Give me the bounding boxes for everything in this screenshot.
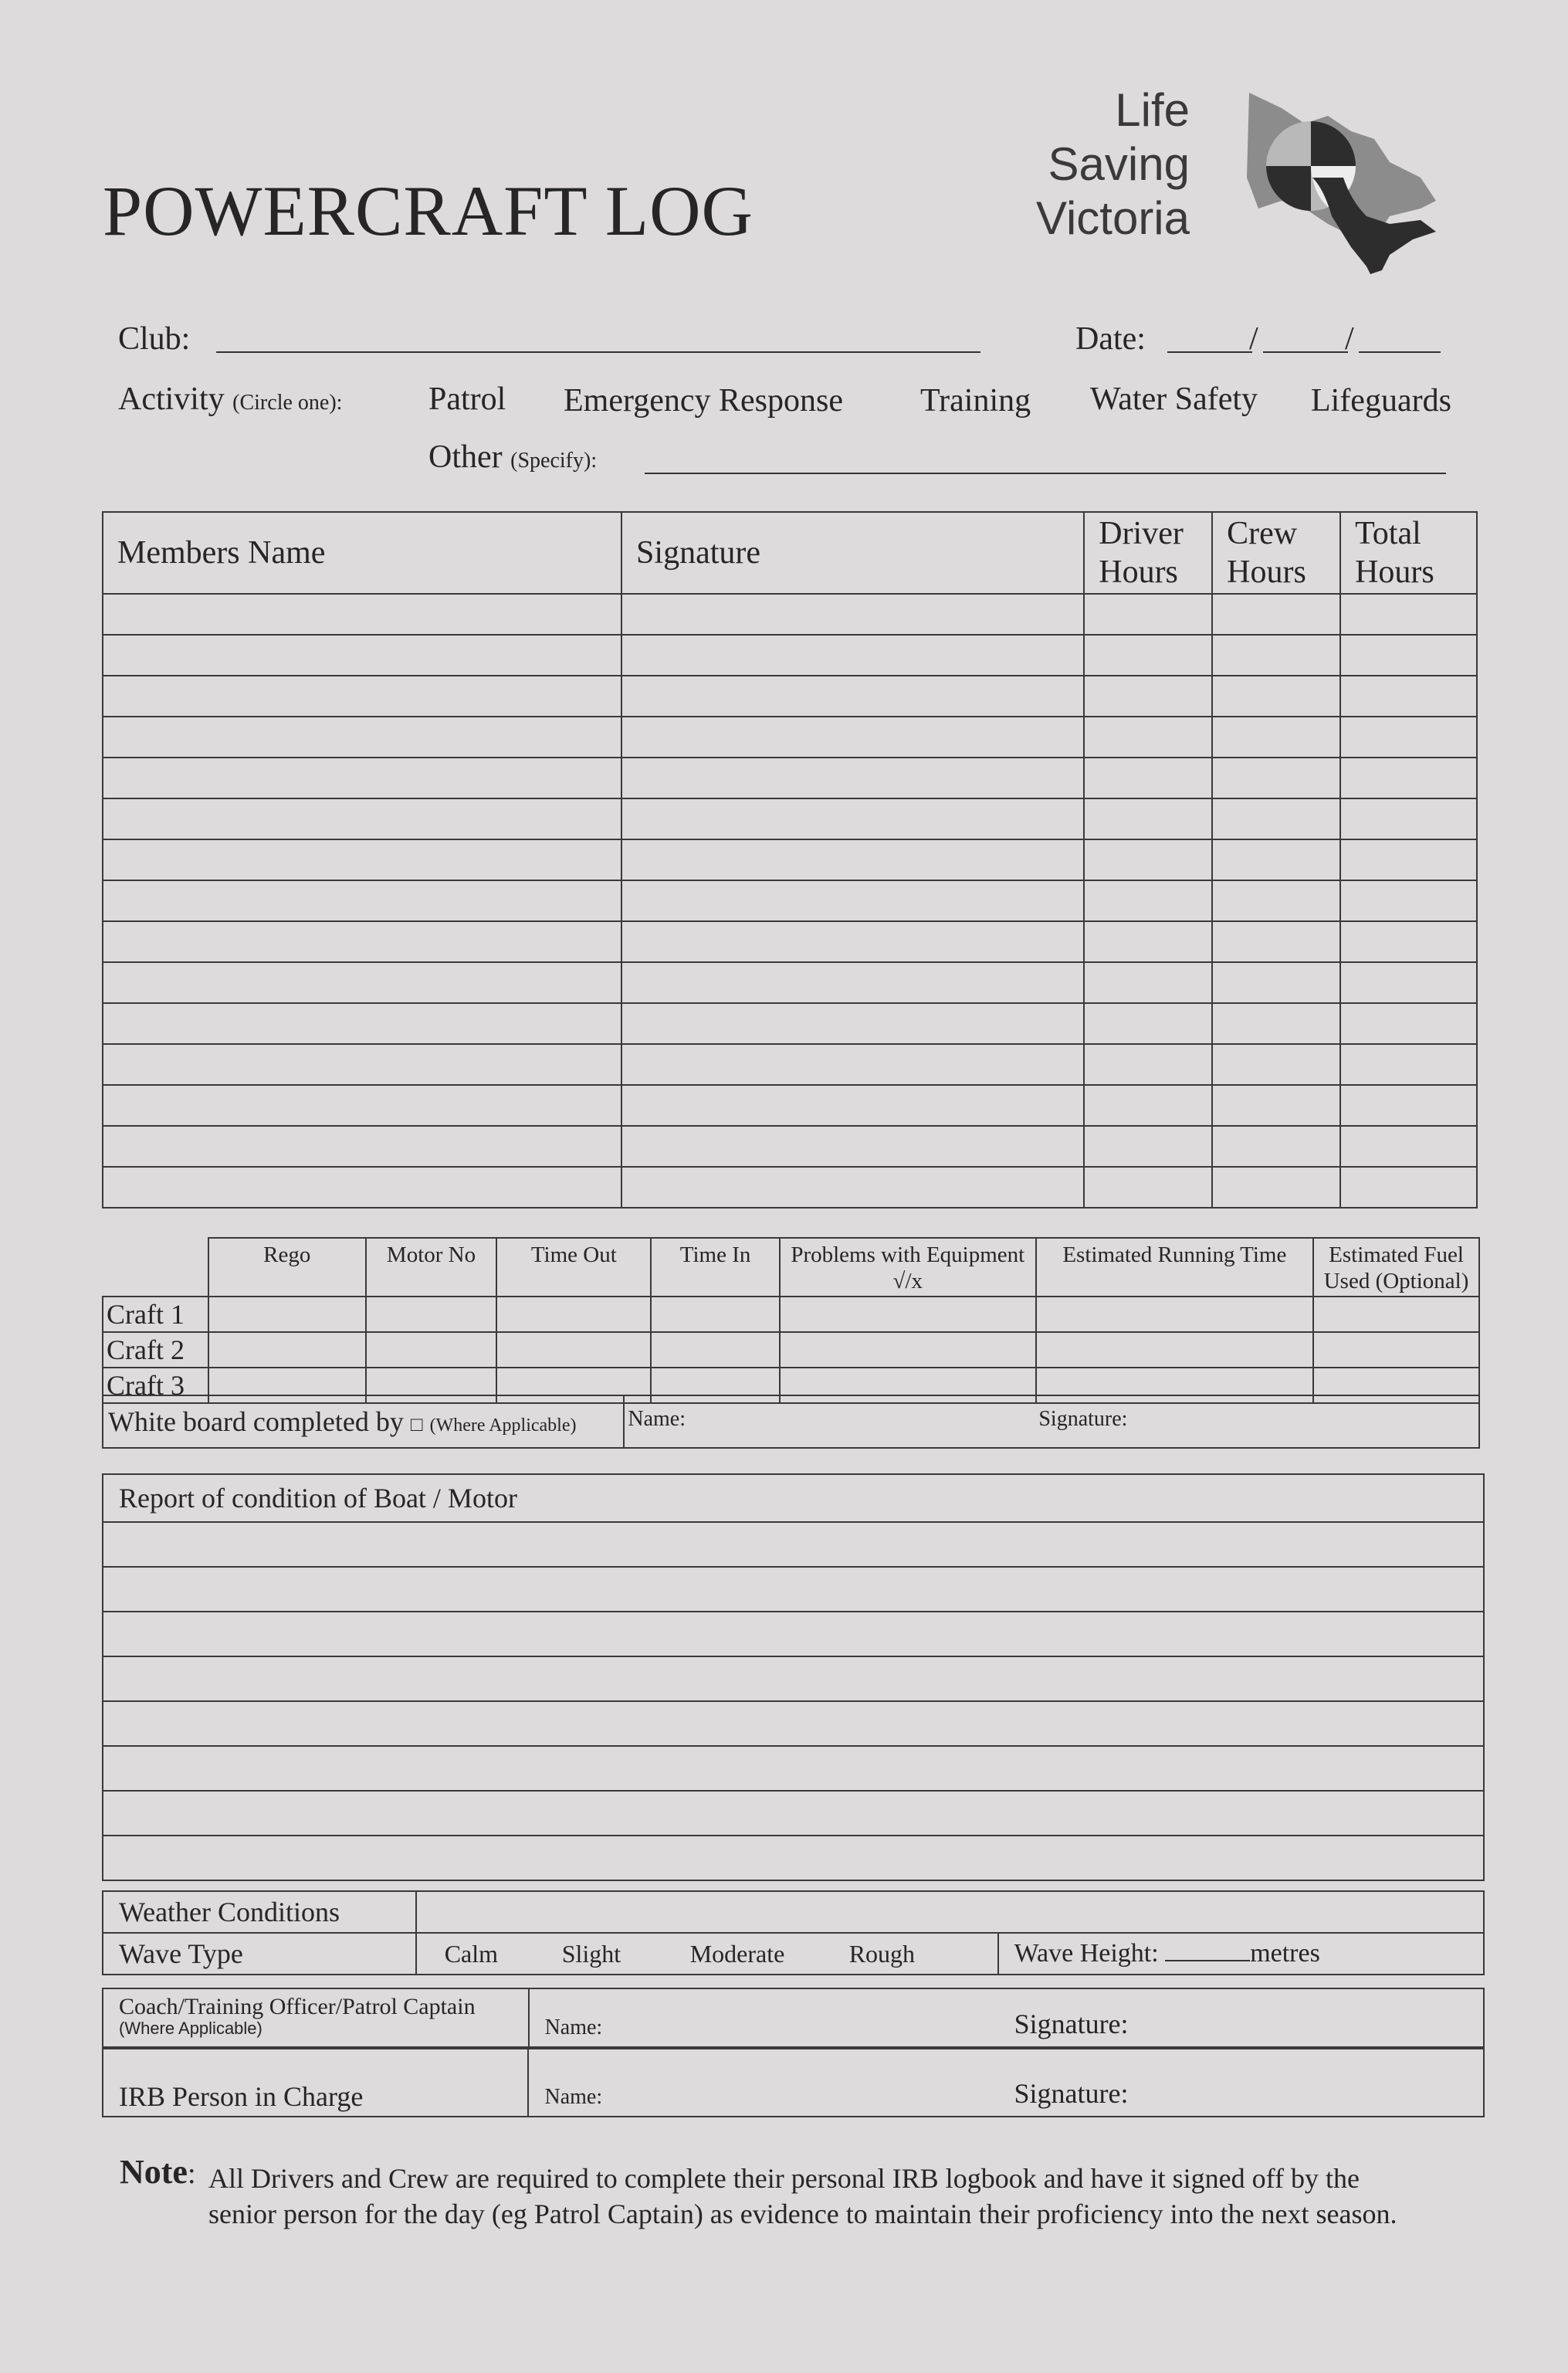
member-cell[interactable] xyxy=(1340,1085,1477,1126)
irb-label: IRB Person in Charge xyxy=(103,2049,528,2117)
member-row xyxy=(103,717,1477,758)
crew-hours-header-line: Hours xyxy=(1227,554,1306,590)
member-cell[interactable] xyxy=(1212,921,1340,962)
report-heading: Report of condition of Boat / Motor xyxy=(103,1474,1484,1522)
craft-cell[interactable] xyxy=(366,1332,497,1368)
date-separator: / xyxy=(1249,321,1258,357)
member-row xyxy=(103,921,1477,962)
coach-name-label: Name: xyxy=(544,2015,603,2039)
report-line xyxy=(103,1836,1484,1880)
note-line: All Drivers and Crew are required to complete their personal IRB logbook and have it signed off by the xyxy=(208,2163,1360,2194)
member-cell[interactable] xyxy=(1084,758,1212,798)
member-row xyxy=(103,676,1477,717)
problems-mark: √/x xyxy=(892,1269,923,1293)
motor-no-header: Motor No xyxy=(366,1238,497,1297)
irb-name-label: Name: xyxy=(544,2085,603,2109)
member-row xyxy=(103,1003,1477,1044)
craft-cell[interactable] xyxy=(651,1332,780,1368)
craft-cell[interactable] xyxy=(208,1297,366,1332)
member-cell[interactable] xyxy=(103,717,621,758)
coach-signature-label: Signature: xyxy=(1014,2009,1129,2039)
time-in-header: Time In xyxy=(651,1238,780,1297)
whiteboard-signature-label: Signature: xyxy=(1038,1407,1128,1431)
member-cell[interactable] xyxy=(103,758,621,798)
wave-type-row xyxy=(103,1933,1484,1975)
wave-type-options xyxy=(416,1933,998,1975)
member-cell[interactable] xyxy=(1212,1126,1340,1167)
report-line xyxy=(103,1567,1484,1612)
wave-type-label: Wave Type xyxy=(103,1933,416,1975)
activity-label xyxy=(118,381,342,418)
member-cell[interactable] xyxy=(103,1167,621,1208)
report-line xyxy=(103,1701,1484,1746)
other-hint: (Specify): xyxy=(510,449,598,473)
rego-header: Rego xyxy=(208,1238,366,1297)
member-cell[interactable] xyxy=(621,1126,1084,1167)
member-cell[interactable] xyxy=(621,921,1084,962)
member-cell[interactable] xyxy=(1340,798,1477,839)
member-cell[interactable] xyxy=(1084,839,1212,880)
member-cell[interactable] xyxy=(103,594,621,635)
logo-line: Saving xyxy=(1048,138,1190,190)
weather-conditions-row xyxy=(103,1891,1484,1933)
craft-cell[interactable] xyxy=(496,1332,651,1368)
member-cell[interactable] xyxy=(1340,758,1477,798)
member-cell[interactable] xyxy=(1212,962,1340,1003)
other-specify-field[interactable] xyxy=(645,473,1446,474)
member-cell[interactable] xyxy=(621,635,1084,676)
club-field[interactable] xyxy=(216,351,980,353)
life-saving-victoria-logo-icon xyxy=(1235,85,1444,278)
member-cell[interactable] xyxy=(1084,798,1212,839)
members-table xyxy=(102,511,1478,1209)
craft-table xyxy=(102,1237,1480,1404)
coach-row xyxy=(103,1988,1484,2047)
member-cell[interactable] xyxy=(1340,921,1477,962)
member-cell[interactable] xyxy=(103,880,621,921)
member-cell[interactable] xyxy=(1084,1044,1212,1085)
wave-height-unit: metres xyxy=(1250,1939,1320,1968)
member-cell[interactable] xyxy=(1212,758,1340,798)
member-cell[interactable] xyxy=(1340,676,1477,717)
member-cell[interactable] xyxy=(621,758,1084,798)
note-colon: : xyxy=(187,2158,196,2190)
whiteboard-label-cell xyxy=(103,1395,624,1448)
member-cell[interactable] xyxy=(621,1167,1084,1208)
note-line: senior person for the day (eg Patrol Captain) as evidence to maintain their proficiency into the next season. xyxy=(208,2198,1397,2229)
activity-option-lifeguards[interactable]: Lifeguards xyxy=(1311,383,1451,419)
irb-signature-label: Signature: xyxy=(1014,2078,1129,2109)
report-line-cell[interactable] xyxy=(103,1612,1484,1656)
member-cell[interactable] xyxy=(103,1126,621,1167)
member-cell[interactable] xyxy=(621,1044,1084,1085)
report-line-cell[interactable] xyxy=(103,1522,1484,1567)
page-title: POWERCRAFT LOG xyxy=(103,171,754,250)
activity-option-patrol[interactable]: Patrol xyxy=(428,381,506,417)
driver-hours-header-line: Driver xyxy=(1099,516,1184,551)
driver-hours-header xyxy=(1084,512,1212,594)
report-line-cell[interactable] xyxy=(103,1701,1484,1746)
date-day-field[interactable] xyxy=(1167,351,1252,353)
member-cell[interactable] xyxy=(621,1085,1084,1126)
craft-cell[interactable] xyxy=(1313,1332,1479,1368)
total-hours-header-line: Total xyxy=(1355,516,1421,551)
date-label: Date: xyxy=(1075,321,1146,357)
wave-height-label: Wave Height: xyxy=(1014,1939,1159,1968)
report-heading-row xyxy=(103,1474,1484,1522)
irb-row xyxy=(103,2049,1484,2117)
craft-cell[interactable] xyxy=(1036,1297,1314,1332)
irb-fields-cell[interactable] xyxy=(528,2049,1484,2117)
coach-table xyxy=(102,1988,1485,2048)
craft-cell[interactable] xyxy=(366,1297,497,1332)
report-line-cell[interactable] xyxy=(103,1836,1484,1880)
logo-line: Victoria xyxy=(1036,192,1190,244)
wave-option-calm[interactable]: Calm xyxy=(444,1940,499,1968)
whiteboard-name-label: Name: xyxy=(628,1407,686,1431)
activity-option-water-safety[interactable]: Water Safety xyxy=(1090,381,1258,417)
date-separator: / xyxy=(1345,321,1354,357)
member-row xyxy=(103,1044,1477,1085)
problems-header-text: Problems with Equipment xyxy=(791,1242,1025,1267)
members-table-header xyxy=(103,512,1477,594)
craft-cell[interactable] xyxy=(780,1332,1036,1368)
time-out-header: Time Out xyxy=(496,1238,651,1297)
report-line-cell[interactable] xyxy=(103,1791,1484,1836)
other-label-text: Other xyxy=(428,439,503,475)
member-row xyxy=(103,1126,1477,1167)
member-cell[interactable] xyxy=(103,798,621,839)
member-cell[interactable] xyxy=(1340,839,1477,880)
member-cell[interactable] xyxy=(103,635,621,676)
member-cell[interactable] xyxy=(1212,635,1340,676)
member-cell[interactable] xyxy=(1212,594,1340,635)
wave-height-field[interactable] xyxy=(1165,1960,1250,1961)
activity-option-training[interactable]: Training xyxy=(920,383,1031,419)
activity-option-emergency-response[interactable]: Emergency Response xyxy=(564,383,843,419)
member-cell[interactable] xyxy=(1084,962,1212,1003)
craft-row xyxy=(103,1332,1479,1368)
member-row xyxy=(103,635,1477,676)
member-cell[interactable] xyxy=(1212,1085,1340,1126)
member-cell[interactable] xyxy=(1084,1003,1212,1044)
member-row xyxy=(103,1167,1477,1208)
member-cell[interactable] xyxy=(621,717,1084,758)
member-cell[interactable] xyxy=(621,594,1084,635)
report-line xyxy=(103,1656,1484,1701)
member-cell[interactable] xyxy=(1340,594,1477,635)
craft-cell[interactable] xyxy=(208,1332,366,1368)
whiteboard-hint: (Where Applicable) xyxy=(429,1415,577,1436)
coach-label: Coach/Training Officer/Patrol Captain xyxy=(119,1994,476,2019)
club-label: Club: xyxy=(118,321,191,357)
report-line xyxy=(103,1612,1484,1656)
date-month-field[interactable] xyxy=(1263,351,1348,353)
member-cell[interactable] xyxy=(1340,1167,1477,1208)
logo-text xyxy=(1036,83,1190,246)
report-line xyxy=(103,1746,1484,1791)
member-cell[interactable] xyxy=(1212,676,1340,717)
report-line-cell[interactable] xyxy=(103,1746,1484,1791)
whiteboard-checkbox[interactable]: □ xyxy=(410,1413,423,1436)
member-cell[interactable] xyxy=(1084,676,1212,717)
member-cell[interactable] xyxy=(1084,717,1212,758)
weather-conditions-field[interactable] xyxy=(416,1891,1484,1933)
member-cell[interactable] xyxy=(1212,880,1340,921)
member-cell[interactable] xyxy=(1340,880,1477,921)
logo-line: Life xyxy=(1115,84,1190,136)
member-cell[interactable] xyxy=(621,798,1084,839)
member-cell[interactable] xyxy=(1340,1126,1477,1167)
member-row xyxy=(103,758,1477,798)
activity-label-text: Activity xyxy=(118,381,225,417)
coach-hint: (Where Applicable) xyxy=(119,2019,262,2038)
craft-table-header xyxy=(103,1238,1479,1297)
activity-hint: (Circle one): xyxy=(232,391,343,415)
craft-label: Craft 1 xyxy=(103,1297,208,1332)
member-cell[interactable] xyxy=(103,1003,621,1044)
coach-fields-cell[interactable] xyxy=(529,1988,1484,2047)
craft-row xyxy=(103,1297,1479,1332)
signature-header: Signature xyxy=(621,512,1084,594)
driver-hours-header-line: Hours xyxy=(1099,554,1178,590)
members-name-header: Members Name xyxy=(103,512,621,594)
member-cell[interactable] xyxy=(1340,717,1477,758)
wave-option-moderate[interactable]: Moderate xyxy=(689,1940,785,1968)
member-cell[interactable] xyxy=(1212,1167,1340,1208)
crew-hours-header xyxy=(1212,512,1340,594)
member-row xyxy=(103,880,1477,921)
member-row xyxy=(103,798,1477,839)
note-body xyxy=(208,2161,1490,2232)
whiteboard-label: White board completed by xyxy=(108,1406,404,1437)
member-cell[interactable] xyxy=(1212,798,1340,839)
member-cell[interactable] xyxy=(1212,839,1340,880)
member-cell[interactable] xyxy=(1340,962,1477,1003)
member-cell[interactable] xyxy=(1340,1044,1477,1085)
wave-height-cell[interactable] xyxy=(998,1933,1484,1975)
member-cell[interactable] xyxy=(621,839,1084,880)
member-row xyxy=(103,1085,1477,1126)
total-hours-header xyxy=(1340,512,1477,594)
member-cell[interactable] xyxy=(103,1044,621,1085)
craft-cell[interactable] xyxy=(1036,1332,1314,1368)
fuel-used-header: Estimated Fuel Used (Optional) xyxy=(1313,1238,1479,1297)
member-cell[interactable] xyxy=(1084,1167,1212,1208)
report-line-cell[interactable] xyxy=(103,1656,1484,1701)
member-cell[interactable] xyxy=(1340,1003,1477,1044)
date-year-field[interactable] xyxy=(1359,351,1441,353)
member-cell[interactable] xyxy=(1084,635,1212,676)
report-line xyxy=(103,1522,1484,1567)
member-cell[interactable] xyxy=(1084,921,1212,962)
member-cell[interactable] xyxy=(1212,1044,1340,1085)
member-cell[interactable] xyxy=(621,1003,1084,1044)
craft-cell[interactable] xyxy=(496,1297,651,1332)
member-cell[interactable] xyxy=(621,676,1084,717)
member-cell[interactable] xyxy=(621,962,1084,1003)
wave-option-slight[interactable]: Slight xyxy=(561,1940,621,1968)
member-row xyxy=(103,962,1477,1003)
member-cell[interactable] xyxy=(1084,594,1212,635)
craft-header-blank xyxy=(103,1238,208,1297)
whiteboard-table xyxy=(102,1395,1480,1449)
craft-label: Craft 3 xyxy=(103,1368,208,1403)
crew-hours-header-line: Crew xyxy=(1227,516,1298,551)
problems-header xyxy=(780,1238,1036,1297)
craft-cell[interactable] xyxy=(1313,1297,1479,1332)
wave-option-rough[interactable]: Rough xyxy=(848,1940,916,1968)
weather-table xyxy=(102,1890,1485,1975)
craft-label: Craft 2 xyxy=(103,1332,208,1368)
note xyxy=(120,2153,1478,2229)
report-line xyxy=(103,1791,1484,1836)
report-line-cell[interactable] xyxy=(103,1567,1484,1612)
whiteboard-row xyxy=(103,1395,1479,1448)
member-cell[interactable] xyxy=(1340,635,1477,676)
member-row xyxy=(103,839,1477,880)
member-cell[interactable] xyxy=(1084,1126,1212,1167)
member-cell[interactable] xyxy=(621,880,1084,921)
other-label xyxy=(428,439,597,476)
running-time-header: Estimated Running Time xyxy=(1036,1238,1314,1297)
member-cell[interactable] xyxy=(103,921,621,962)
member-row xyxy=(103,594,1477,635)
note-label: Note xyxy=(120,2153,188,2191)
member-cell[interactable] xyxy=(1084,1085,1212,1126)
member-cell[interactable] xyxy=(1212,717,1340,758)
member-cell[interactable] xyxy=(103,676,621,717)
member-cell[interactable] xyxy=(103,1085,621,1126)
craft-cell[interactable] xyxy=(651,1297,780,1332)
coach-label-cell xyxy=(103,1988,529,2047)
craft-cell[interactable] xyxy=(780,1297,1036,1332)
member-cell[interactable] xyxy=(1212,1003,1340,1044)
member-cell[interactable] xyxy=(1084,880,1212,921)
irb-table xyxy=(102,2048,1485,2117)
whiteboard-fields-cell[interactable] xyxy=(624,1395,1479,1448)
member-cell[interactable] xyxy=(103,962,621,1003)
report-table xyxy=(102,1473,1485,1881)
total-hours-header-line: Hours xyxy=(1355,554,1434,590)
member-cell[interactable] xyxy=(103,839,621,880)
weather-conditions-label: Weather Conditions xyxy=(103,1891,416,1933)
